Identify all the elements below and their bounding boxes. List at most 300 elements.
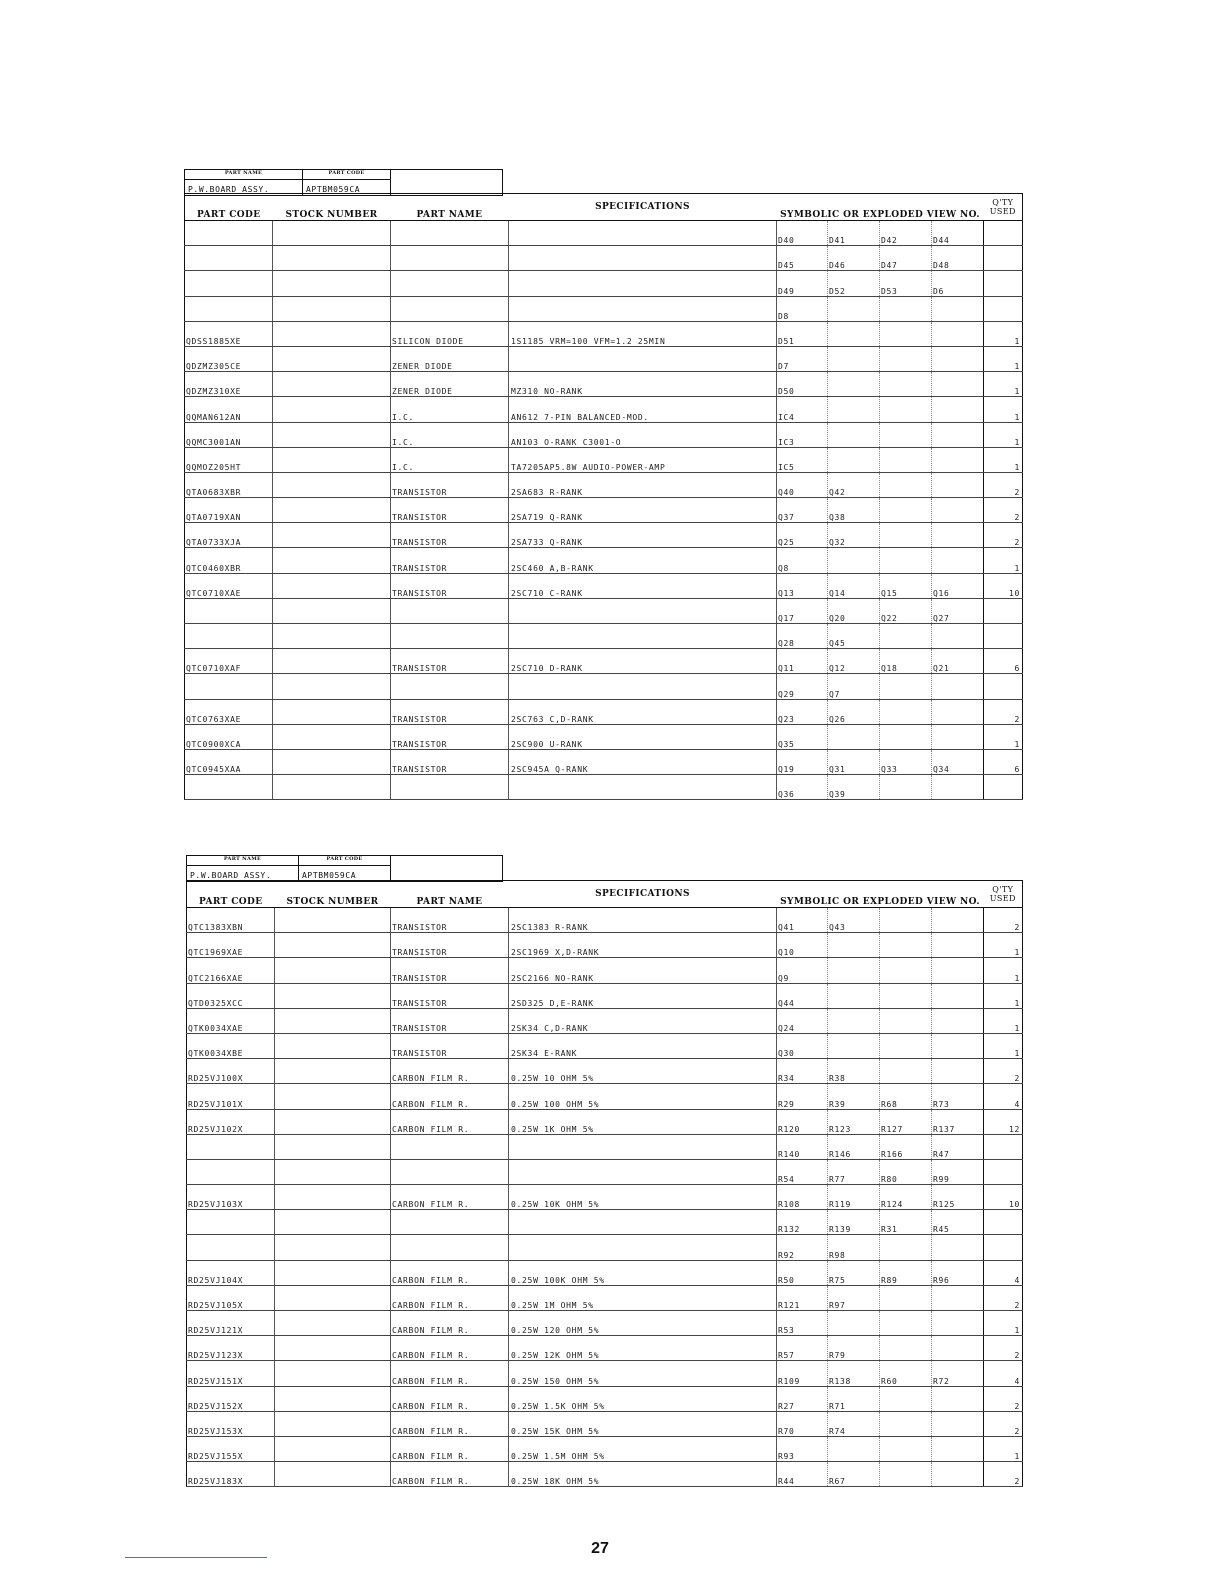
qty-cell [984, 775, 1023, 800]
part-name-cell: TRANSISTOR [391, 523, 509, 548]
table-row [185, 624, 1023, 649]
table-row [185, 498, 1023, 523]
qty-cell: 2 [984, 1462, 1023, 1487]
symbol-cell [932, 498, 984, 523]
part-name-cell: CARBON FILM R. [391, 1361, 509, 1386]
symbol-cell: D48 [932, 246, 984, 271]
symbol-cell: Q22 [880, 598, 932, 623]
table-row [185, 724, 1023, 749]
qty-cell [984, 221, 1023, 246]
symbol-cell [828, 1033, 880, 1058]
assy-code: APTBM059CA [306, 185, 361, 194]
symbol-cell [932, 397, 984, 422]
part-name-cell: TRANSISTOR [391, 498, 509, 523]
qty-cell: 1 [984, 1311, 1023, 1336]
qty-cell: 10 [984, 1185, 1023, 1210]
table-row [187, 1084, 1023, 1109]
footer-rule [125, 1557, 267, 1558]
specifications-cell: 2SK34 C,D-RANK [509, 1008, 777, 1033]
stock-number-cell [273, 271, 391, 296]
symbol-cell: Q35 [777, 724, 828, 749]
symbol-cell: Q18 [880, 649, 932, 674]
symbol-cell: R99 [932, 1159, 984, 1184]
assy-name-cell [185, 170, 303, 195]
stock-number-cell [273, 523, 391, 548]
col-specifications: SPECIFICATIONS [509, 881, 777, 908]
specifications-cell: 2SC763 C,D-RANK [509, 699, 777, 724]
part-name-cell: CARBON FILM R. [391, 1336, 509, 1361]
symbol-cell: R71 [828, 1386, 880, 1411]
qty-cell: 1 [984, 1033, 1023, 1058]
specifications-cell [509, 221, 777, 246]
assy-name: P.W.BOARD ASSY. [190, 871, 272, 880]
header-row [185, 194, 1023, 221]
symbol-cell [828, 548, 880, 573]
qty-cell: 2 [984, 699, 1023, 724]
part-name-cell: CARBON FILM R. [391, 1285, 509, 1310]
part-code-cell [185, 674, 273, 699]
stock-number-cell [275, 1462, 391, 1487]
part-name-cell: TRANSISTOR [391, 983, 509, 1008]
assy-name-label: PART NAME [224, 170, 263, 176]
part-code-cell: RD25VJ153X [187, 1411, 275, 1436]
symbol-cell: D51 [777, 321, 828, 346]
symbol-cell [932, 1386, 984, 1411]
symbol-cell [828, 346, 880, 371]
symbol-cell [932, 1008, 984, 1033]
symbol-cell: Q12 [828, 649, 880, 674]
part-code-cell [187, 1210, 275, 1235]
part-name-cell: I.C. [391, 447, 509, 472]
table-row [187, 1436, 1023, 1461]
stock-number-cell [273, 221, 391, 246]
part-code-cell: QDZMZ310XE [185, 372, 273, 397]
specifications-cell [509, 346, 777, 371]
symbol-cell: Q15 [880, 573, 932, 598]
symbol-cell [880, 674, 932, 699]
qty-cell: 1 [984, 397, 1023, 422]
symbol-cell: R80 [880, 1159, 932, 1184]
symbol-cell [880, 1033, 932, 1058]
symbol-cell: R96 [932, 1260, 984, 1285]
symbol-cell [880, 1386, 932, 1411]
part-code-cell [185, 246, 273, 271]
stock-number-cell [273, 321, 391, 346]
symbol-cell: D50 [777, 372, 828, 397]
qty-cell: 2 [984, 498, 1023, 523]
symbol-cell: R108 [777, 1185, 828, 1210]
symbol-cell: R27 [777, 1386, 828, 1411]
table-row [185, 523, 1023, 548]
symbol-cell: Q21 [932, 649, 984, 674]
symbol-cell [932, 1436, 984, 1461]
symbol-cell: R44 [777, 1462, 828, 1487]
specifications-cell: 2SC900 U-RANK [509, 724, 777, 749]
symbol-cell [932, 1033, 984, 1058]
page-number: 27 [591, 1540, 609, 1557]
specifications-cell: 0.25W 1.5K OHM 5% [509, 1386, 777, 1411]
stock-number-cell [273, 649, 391, 674]
col-qty-line2: USED [989, 894, 1016, 903]
table-row [185, 749, 1023, 774]
assy-code-label: PART CODE [326, 856, 363, 862]
part-name-cell: ZENER DIODE [391, 372, 509, 397]
symbol-cell: Q34 [932, 749, 984, 774]
symbol-cell: R67 [828, 1462, 880, 1487]
symbol-cell: Q10 [777, 933, 828, 958]
qty-cell [984, 598, 1023, 623]
col-part-code: PART CODE [185, 194, 273, 221]
assy-name-label: PART NAME [223, 856, 262, 862]
symbol-cell [932, 548, 984, 573]
table-row [185, 346, 1023, 371]
symbol-cell: Q24 [777, 1008, 828, 1033]
part-name-cell: ZENER DIODE [391, 346, 509, 371]
qty-cell: 4 [984, 1260, 1023, 1285]
stock-number-cell [275, 1235, 391, 1260]
stock-number-cell [275, 1411, 391, 1436]
symbol-cell [880, 372, 932, 397]
table-row [185, 296, 1023, 321]
symbol-cell: Q39 [828, 775, 880, 800]
table-row [185, 397, 1023, 422]
specifications-cell: 2SC945A Q-RANK [509, 749, 777, 774]
symbol-cell [880, 1411, 932, 1436]
symbol-cell [932, 775, 984, 800]
table-row [187, 1059, 1023, 1084]
qty-cell: 1 [984, 372, 1023, 397]
table-row [187, 1285, 1023, 1310]
table-row [185, 649, 1023, 674]
qty-cell: 2 [984, 1386, 1023, 1411]
symbol-cell [880, 422, 932, 447]
symbol-cell [932, 1311, 984, 1336]
symbol-cell: R53 [777, 1311, 828, 1336]
symbol-cell: R68 [880, 1084, 932, 1109]
part-code-cell [187, 1134, 275, 1159]
qty-cell: 10 [984, 573, 1023, 598]
table-row [185, 447, 1023, 472]
part-name-cell [391, 1235, 509, 1260]
symbol-cell [880, 933, 932, 958]
qty-cell: 12 [984, 1109, 1023, 1134]
stock-number-cell [275, 1059, 391, 1084]
stock-number-cell [275, 1436, 391, 1461]
table-row [185, 422, 1023, 447]
part-name-cell: SILICON DIODE [391, 321, 509, 346]
specifications-cell [509, 1235, 777, 1260]
stock-number-cell [275, 1134, 391, 1159]
qty-cell: 6 [984, 649, 1023, 674]
stock-number-cell [275, 1033, 391, 1058]
symbol-cell: D52 [828, 271, 880, 296]
part-name-cell: TRANSISTOR [391, 908, 509, 933]
part-name-cell [391, 598, 509, 623]
qty-cell: 1 [984, 447, 1023, 472]
specifications-cell [509, 246, 777, 271]
part-code-cell: QTC0945XAA [185, 749, 273, 774]
symbol-cell: D42 [880, 221, 932, 246]
symbol-cell: R93 [777, 1436, 828, 1461]
header-row [187, 881, 1023, 908]
stock-number-cell [275, 958, 391, 983]
specifications-cell: 2SA683 R-RANK [509, 472, 777, 497]
part-name-cell [391, 624, 509, 649]
specifications-cell [509, 271, 777, 296]
part-code-cell: QDSS1885XE [185, 321, 273, 346]
symbol-cell [828, 422, 880, 447]
symbol-cell [932, 1235, 984, 1260]
part-name-cell: TRANSISTOR [391, 1008, 509, 1033]
qty-cell: 1 [984, 724, 1023, 749]
stock-number-cell [275, 908, 391, 933]
col-part-code: PART CODE [187, 881, 275, 908]
stock-number-cell [275, 1285, 391, 1310]
symbol-cell [880, 1462, 932, 1487]
qty-cell: 6 [984, 749, 1023, 774]
symbol-cell: R47 [932, 1134, 984, 1159]
qty-cell: 1 [984, 346, 1023, 371]
stock-number-cell [273, 598, 391, 623]
symbol-cell: R75 [828, 1260, 880, 1285]
qty-cell: 1 [984, 1008, 1023, 1033]
part-code-cell: RD25VJ104X [187, 1260, 275, 1285]
part-name-cell: TRANSISTOR [391, 1033, 509, 1058]
symbol-cell: R120 [777, 1109, 828, 1134]
specifications-cell: 2SA733 Q-RANK [509, 523, 777, 548]
symbol-cell [880, 908, 932, 933]
part-code-cell: RD25VJ183X [187, 1462, 275, 1487]
part-name-cell: TRANSISTOR [391, 724, 509, 749]
part-code-cell: QTK0034XAE [187, 1008, 275, 1033]
part-code-cell: QTC1383XBN [187, 908, 275, 933]
specifications-cell [509, 1159, 777, 1184]
qty-cell [984, 246, 1023, 271]
stock-number-cell [275, 1185, 391, 1210]
symbol-cell: R45 [932, 1210, 984, 1235]
part-name-cell: CARBON FILM R. [391, 1386, 509, 1411]
symbol-cell [828, 447, 880, 472]
symbol-cell: R74 [828, 1411, 880, 1436]
assy-header-2 [186, 855, 503, 882]
assy-header-1 [184, 169, 503, 196]
symbol-cell: R166 [880, 1134, 932, 1159]
part-name-cell: CARBON FILM R. [391, 1411, 509, 1436]
symbol-cell: R121 [777, 1285, 828, 1310]
col-symbolic: SYMBOLIC OR EXPLODED VIEW NO. [777, 194, 984, 221]
qty-cell [984, 1159, 1023, 1184]
stock-number-cell [275, 1084, 391, 1109]
part-name-cell: TRANSISTOR [391, 933, 509, 958]
table-row [187, 1109, 1023, 1134]
specifications-cell: 0.25W 1K OHM 5% [509, 1109, 777, 1134]
symbol-cell: Q32 [828, 523, 880, 548]
part-name-cell: CARBON FILM R. [391, 1260, 509, 1285]
specifications-cell: 2SA719 Q-RANK [509, 498, 777, 523]
qty-cell: 4 [984, 1084, 1023, 1109]
symbol-cell: R123 [828, 1109, 880, 1134]
specifications-cell: 0.25W 1.5M OHM 5% [509, 1436, 777, 1461]
symbol-cell [880, 397, 932, 422]
symbol-cell: R124 [880, 1185, 932, 1210]
qty-cell: 2 [984, 908, 1023, 933]
specifications-cell: 0.25W 100K OHM 5% [509, 1260, 777, 1285]
part-name-cell [391, 221, 509, 246]
symbol-cell: Q28 [777, 624, 828, 649]
part-code-cell [185, 296, 273, 321]
symbol-cell [880, 498, 932, 523]
specifications-cell: 2SC710 D-RANK [509, 649, 777, 674]
symbol-cell: R119 [828, 1185, 880, 1210]
symbol-cell [932, 321, 984, 346]
symbol-cell: Q9 [777, 958, 828, 983]
symbol-cell: R92 [777, 1235, 828, 1260]
stock-number-cell [275, 1361, 391, 1386]
symbol-cell [932, 908, 984, 933]
symbol-cell [880, 1336, 932, 1361]
symbol-cell: IC5 [777, 447, 828, 472]
part-code-cell: RD25VJ123X [187, 1336, 275, 1361]
col-specifications: SPECIFICATIONS [509, 194, 777, 221]
table-row [187, 983, 1023, 1008]
stock-number-cell [273, 447, 391, 472]
symbol-cell: Q27 [932, 598, 984, 623]
symbol-cell [932, 1059, 984, 1084]
symbol-cell: Q17 [777, 598, 828, 623]
symbol-cell: R31 [880, 1210, 932, 1235]
col-part-name: PART NAME [391, 881, 509, 908]
table-row [187, 1185, 1023, 1210]
part-name-cell: TRANSISTOR [391, 699, 509, 724]
stock-number-cell [273, 699, 391, 724]
symbol-cell [880, 958, 932, 983]
qty-cell: 1 [984, 1436, 1023, 1461]
symbol-cell: Q42 [828, 472, 880, 497]
symbol-cell [828, 1311, 880, 1336]
specifications-cell: 2SC1969 X,D-RANK [509, 933, 777, 958]
specifications-cell: 0.25W 1M OHM 5% [509, 1285, 777, 1310]
symbol-cell [932, 933, 984, 958]
table-row [187, 1159, 1023, 1184]
part-code-cell: RD25VJ100X [187, 1059, 275, 1084]
symbol-cell: R54 [777, 1159, 828, 1184]
symbol-cell [828, 933, 880, 958]
symbol-cell [880, 321, 932, 346]
table-row [187, 1411, 1023, 1436]
stock-number-cell [275, 983, 391, 1008]
part-code-cell: QTC0763XAE [185, 699, 273, 724]
table-row [187, 1336, 1023, 1361]
stock-number-cell [275, 1311, 391, 1336]
symbol-cell: R50 [777, 1260, 828, 1285]
symbol-cell: R72 [932, 1361, 984, 1386]
symbol-cell: R39 [828, 1084, 880, 1109]
stock-number-cell [273, 775, 391, 800]
symbol-cell: Q14 [828, 573, 880, 598]
symbol-cell [932, 724, 984, 749]
part-code-cell [185, 271, 273, 296]
symbol-cell: Q43 [828, 908, 880, 933]
assy-code: APTBM059CA [302, 871, 357, 880]
stock-number-cell [273, 498, 391, 523]
specifications-cell: 2SC2166 NO-RANK [509, 958, 777, 983]
symbol-cell: D45 [777, 246, 828, 271]
col-qty-line2: USED [989, 207, 1016, 216]
symbol-cell [828, 1436, 880, 1461]
part-code-cell [185, 221, 273, 246]
symbol-cell [880, 624, 932, 649]
specifications-cell [509, 1134, 777, 1159]
qty-cell: 1 [984, 422, 1023, 447]
table-row [185, 372, 1023, 397]
specifications-cell: 0.25W 18K OHM 5% [509, 1462, 777, 1487]
table-row [185, 573, 1023, 598]
part-code-cell: RD25VJ155X [187, 1436, 275, 1461]
specifications-cell: 0.25W 12K OHM 5% [509, 1336, 777, 1361]
symbol-cell [880, 775, 932, 800]
symbol-cell: Q16 [932, 573, 984, 598]
symbol-cell: R97 [828, 1285, 880, 1310]
symbol-cell [932, 523, 984, 548]
symbol-cell [828, 983, 880, 1008]
stock-number-cell [275, 1260, 391, 1285]
specifications-cell: TA7205AP5.8W AUDIO-POWER-AMP [509, 447, 777, 472]
table-row [185, 699, 1023, 724]
part-name-cell: TRANSISTOR [391, 958, 509, 983]
specifications-cell: 0.25W 120 OHM 5% [509, 1311, 777, 1336]
symbol-cell: Q41 [777, 908, 828, 933]
part-name-cell: CARBON FILM R. [391, 1311, 509, 1336]
symbol-cell [932, 472, 984, 497]
table-row [187, 1361, 1023, 1386]
part-name-cell [391, 674, 509, 699]
qty-cell: 2 [984, 472, 1023, 497]
part-name-cell: CARBON FILM R. [391, 1462, 509, 1487]
symbol-cell [932, 372, 984, 397]
symbol-cell: Q45 [828, 624, 880, 649]
symbol-cell: IC3 [777, 422, 828, 447]
symbol-cell [880, 1059, 932, 1084]
stock-number-cell [273, 724, 391, 749]
specifications-cell: 1S1185 VRM=100 VFM=1.2 25MIN [509, 321, 777, 346]
col-stock-number: STOCK NUMBER [275, 881, 391, 908]
qty-cell [984, 271, 1023, 296]
symbol-cell [828, 397, 880, 422]
symbol-cell [932, 1285, 984, 1310]
table-row [187, 1462, 1023, 1487]
symbol-cell [880, 548, 932, 573]
part-name-cell [391, 246, 509, 271]
table-row [185, 271, 1023, 296]
part-code-cell: QTC0710XAF [185, 649, 273, 674]
symbol-cell [932, 296, 984, 321]
specifications-cell: 2SC460 A,B-RANK [509, 548, 777, 573]
table-body-2 [187, 908, 1023, 1487]
symbol-cell: Q30 [777, 1033, 828, 1058]
table-body-1 [185, 221, 1023, 800]
symbol-cell [828, 724, 880, 749]
table-row [185, 775, 1023, 800]
part-name-cell: CARBON FILM R. [391, 1084, 509, 1109]
assy-name: P.W.BOARD ASSY. [188, 185, 270, 194]
symbol-cell [828, 372, 880, 397]
symbol-cell: Q19 [777, 749, 828, 774]
part-code-cell [187, 1159, 275, 1184]
part-name-cell: CARBON FILM R. [391, 1059, 509, 1084]
symbol-cell: R34 [777, 1059, 828, 1084]
qty-cell [984, 1235, 1023, 1260]
qty-cell: 4 [984, 1361, 1023, 1386]
